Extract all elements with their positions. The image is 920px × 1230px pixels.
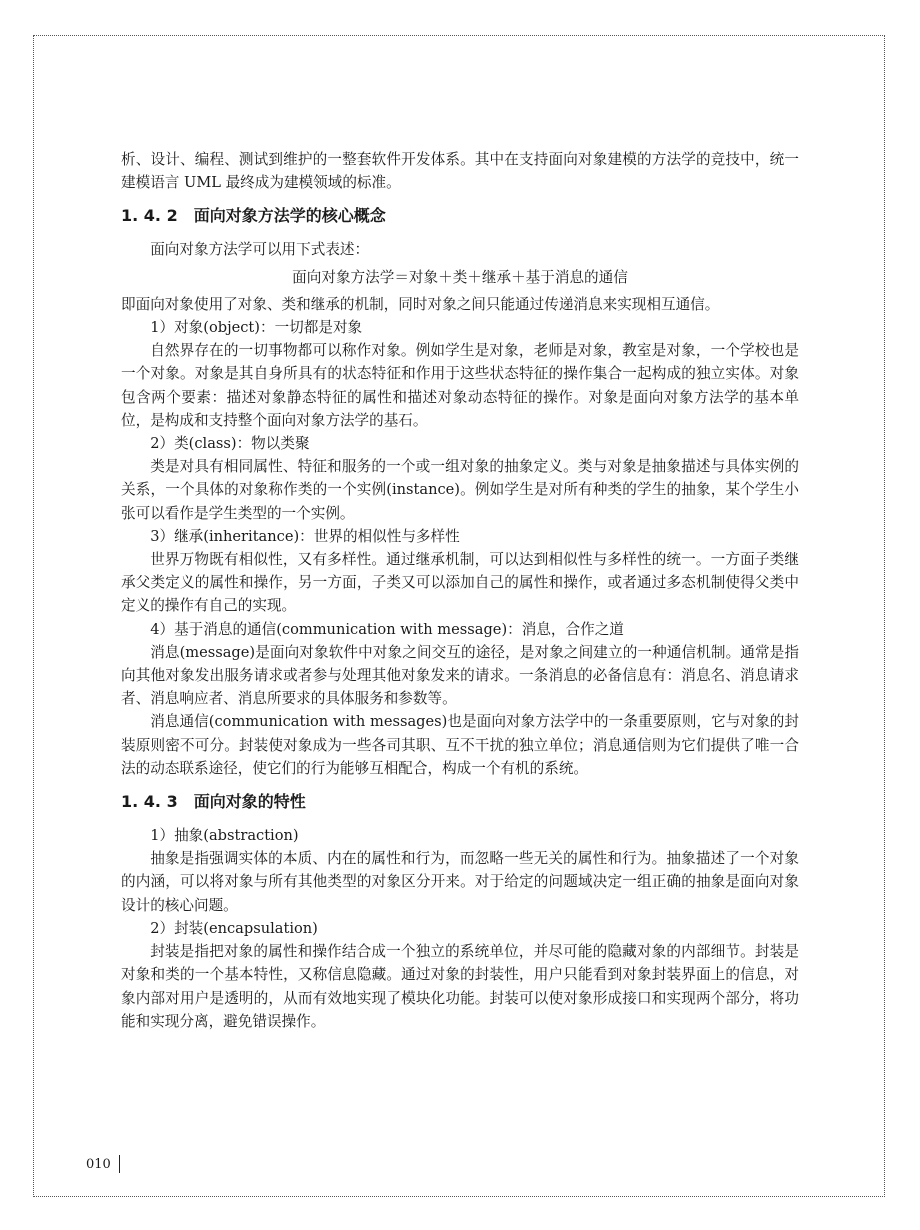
footer-divider xyxy=(119,1155,120,1173)
subheading-message: 4）基于消息的通信(communication with message)：消息，合作之道 xyxy=(150,620,624,638)
page-content xyxy=(121,148,799,1033)
paragraph-encapsulation: 封装是指把对象的属性和操作结合成一个独立的系统单位，并尽可能的隐藏对象的内部细节。封装是对象和类的一个基本特性，又称信息隐藏。通过对象的封装性，用户只能看到对象封装界面上的信息，对象内部对用户是透明的，从而有效地实现了模块化功能。封装可以使对象形成接口和实现两个部分，将功能和实现分离，避免错误操作。 xyxy=(121,943,799,1030)
section-number: 1. 4. 3 xyxy=(121,792,178,812)
subheading-inheritance: 3）继承(inheritance)：世界的相似性与多样性 xyxy=(150,527,460,545)
intro-paragraph: 析、设计、编程、测试到维护的一整套软件开发体系。其中在支持面向对象建模的方法学的竞技中，统一建模语言 UML 最终成为建模领域的标准。 xyxy=(121,151,799,192)
subheading-encapsulation: 2）封装(encapsulation) xyxy=(150,919,318,937)
paragraph-class: 类是对具有相同属性、特征和服务的一个或一组对象的抽象定义。类与对象是抽象描述与具体实例的关系，一个具体的对象称作类的一个实例(instance)。例如学生是对所有种类的学生的抽象，某个学生小张可以看作是学生类型的一个实例。 xyxy=(121,458,799,522)
section-number: 1. 4. 2 xyxy=(121,206,178,226)
paragraph-message-2: 消息通信(communication with messages)也是面向对象方法学中的一条重要原则，它与对象的封装原则密不可分。封装使对象成为一些各司其职、互不干扰的独立单位；消息通信则为它们提供了唯一合法的动态联系途径，使它们的行为能够互相配合，构成一个有机的系统。 xyxy=(121,713,799,777)
paragraph-abstraction: 抽象是指强调实体的本质、内在的属性和行为，而忽略一些无关的属性和行为。抽象描述了一个对象的内涵，可以将对象与所有其他类型的对象区分开来。对于给定的问题域决定一组正确的抽象是面向对象设计的核心问题。 xyxy=(121,850,799,914)
section-title: 面向对象方法学的核心概念 xyxy=(193,206,386,226)
paragraph: 面向对象方法学可以用下式表述： xyxy=(150,241,370,259)
paragraph-message: 消息(message)是面向对象软件中对象之间交互的途径，是对象之间建立的一种通信机制。通常是指向其他对象发出服务请求或者参与处理其他对象发来的请求。一条消息的必备信息有：消息名、消息请求者、消息响应者、消息所要求的具体服务和参数等。 xyxy=(121,643,799,708)
page-number: 010 xyxy=(86,1156,111,1172)
subheading-object: 1）对象(object)：一切都是对象 xyxy=(150,319,363,337)
paragraph-object: 自然界存在的一切事物都可以称作对象。例如学生是对象，老师是对象，教室是对象，一个学校也是一个对象。对象是其自身所具有的状态特征和作用于这些状态特征的操作集合一起构成的独立实体。对象包含两个要素：描述对象静态特征的属性和描述对象动态特征的操作。对象是面向对象方法学的基本单位，是构成和支持整个面向对象方法学的基石。 xyxy=(121,342,799,429)
section-heading-1-4-3 xyxy=(121,790,799,814)
subheading-abstraction: 1）抽象(abstraction) xyxy=(150,827,299,845)
paragraph-inheritance: 世界万物既有相似性，又有多样性。通过继承机制，可以达到相似性与多样性的统一。一方面子类继承父类定义的属性和操作，另一方面，子类又可以添加自己的属性和操作，或者通过多态机制使得父类中定义的操作有自己的实现。 xyxy=(121,551,799,615)
subheading-class: 2）类(class)：物以类聚 xyxy=(150,435,310,453)
section-heading-1-4-2 xyxy=(121,204,799,228)
page-footer xyxy=(86,1155,120,1173)
paragraph: 即面向对象使用了对象、类和继承的机制，同时对象之间只能通过传递消息来实现相互通信。 xyxy=(121,295,720,313)
formula: 面向对象方法学＝对象＋类＋继承＋基于消息的通信 xyxy=(292,268,628,286)
section-title: 面向对象的特性 xyxy=(193,792,306,812)
